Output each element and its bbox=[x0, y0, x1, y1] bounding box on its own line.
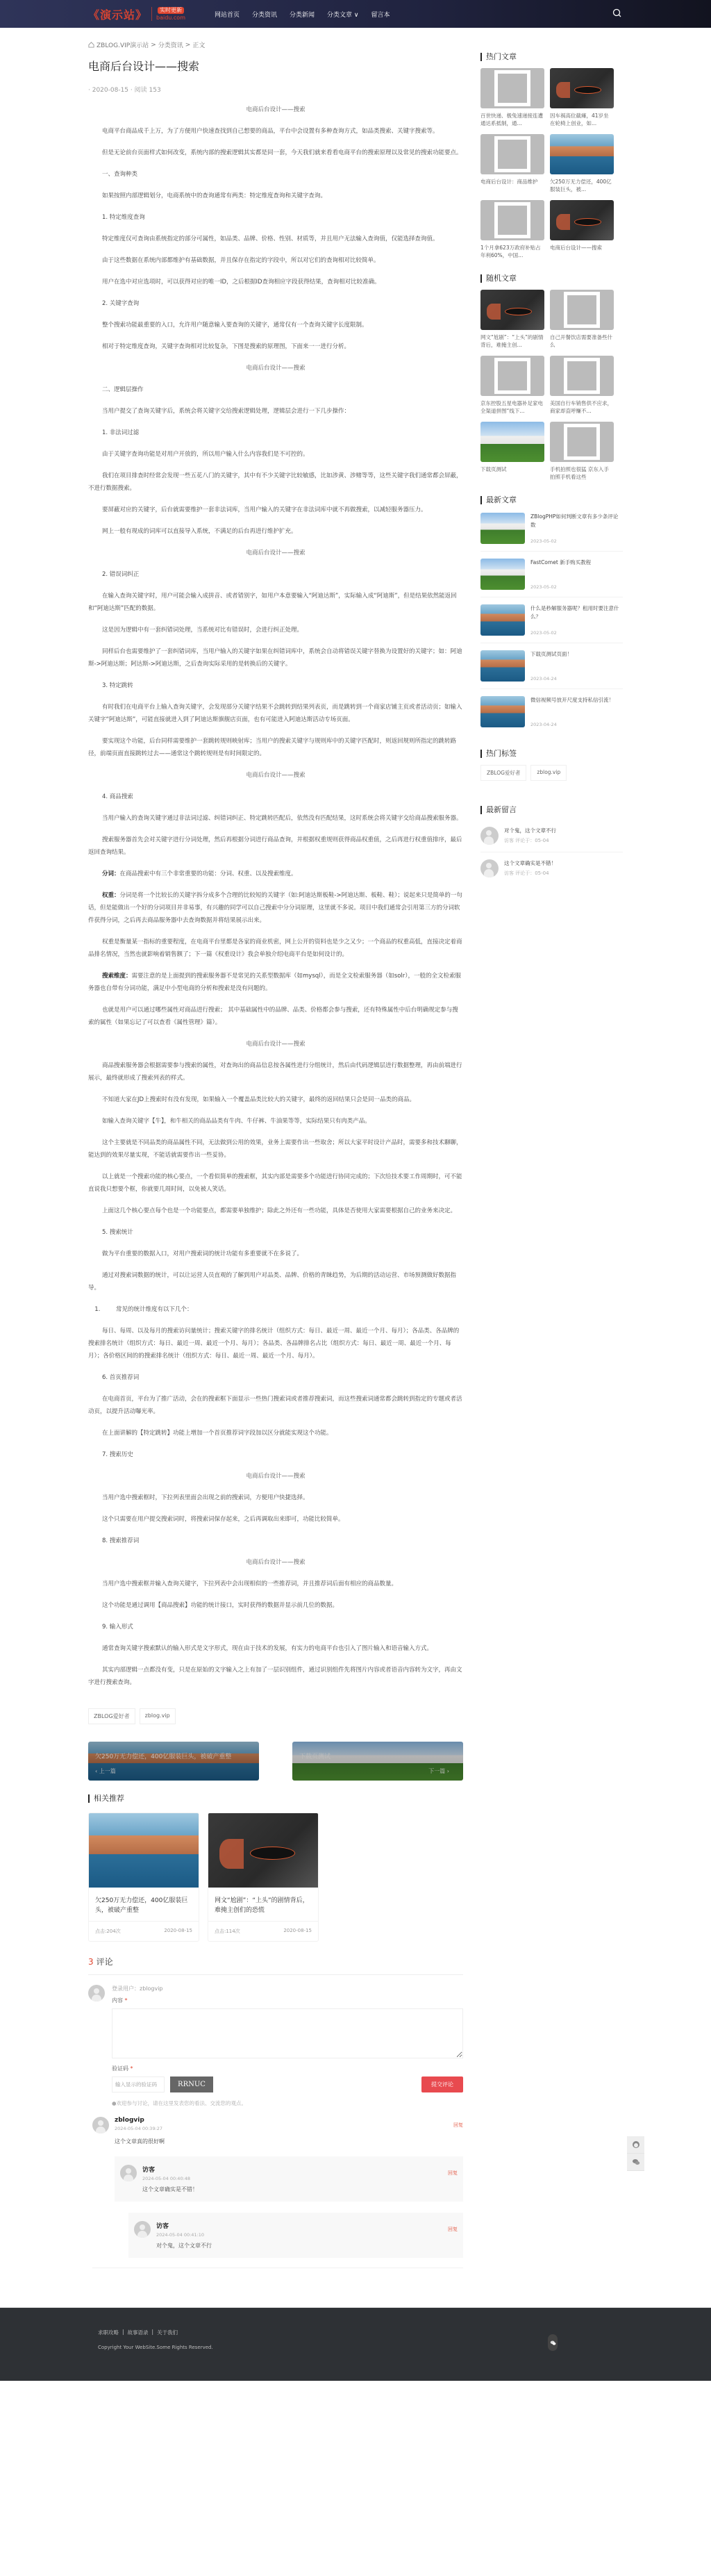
article-image: 电商后台设计——搜索 bbox=[246, 106, 306, 113]
article-paragraph: 5. 搜索统计 bbox=[102, 1229, 133, 1236]
sidebar-article-card[interactable] bbox=[550, 290, 614, 349]
article-thumbnail bbox=[480, 68, 544, 108]
recent-comment-meta: 访客 评论于：05-04 bbox=[504, 870, 549, 876]
article-paragraph: 当用户提交了查询关键字后，系统会将关键字交给搜索逻辑处理，逻辑层会进行一下几步操作： bbox=[102, 408, 351, 415]
article-paragraph: 做为平台重要的数据入口，对用户搜索词的统计功能有多重要就不在多说了。 bbox=[102, 1250, 303, 1257]
reply-button[interactable]: 回复 bbox=[448, 2227, 458, 2232]
article-thumbnail bbox=[480, 134, 544, 174]
comments-label: 评论 bbox=[96, 1957, 113, 1967]
article-body bbox=[88, 104, 463, 1689]
article-paragraph: 特定维度仅可查询由系统指定的部分可属性，如品类、品牌、价格、性别、材质等，并且用户无法输入查询值，仅能选择查询值。 bbox=[102, 236, 439, 242]
article-paragraph: 这个主要就是不同品类的商品属性不同，无法做到公用的效果，业务上需要作出一些取舍；所以大家平时设计产品时，需要多和技术聊聊，能达到的效果尽量实现，不能话就需要作出一些妥协。 bbox=[88, 1139, 462, 1159]
article-card-title: 自己开餐饮店需要准备些什么 bbox=[550, 334, 612, 348]
article-paragraph: 其实内部逻辑一点都没有变，只是在原始的文字输入之上有加了一层识别组件，通过识别组件先将图片内容或者语音内容转为文字，再由文字进行搜索查询。 bbox=[88, 1667, 462, 1686]
recent-comment[interactable] bbox=[480, 852, 623, 884]
wechat-button[interactable] bbox=[627, 2154, 644, 2171]
related-card[interactable] bbox=[208, 1813, 319, 1942]
comment-author: 访客 bbox=[142, 2167, 156, 2174]
article-card-title: 百世快递、极兔速递接连遭通达系抵制，通... bbox=[480, 113, 543, 126]
article-paragraph: 电商平台商品成千上万，为了方便用户快速查找到自己想要的商品，平台中会设置有多种查询方式，如品类搜索、关键字搜索等。 bbox=[102, 128, 439, 135]
sidebar-article-card[interactable] bbox=[480, 68, 544, 127]
latest-article-date: 2023-05-02 bbox=[530, 584, 557, 590]
article-paragraph: 在上面讲解的【特定跳转】功能上增加一个首页推荐词字段加以区分就能实现这个功能。 bbox=[102, 1430, 333, 1437]
article-paragraph: 通常查询关键字搜索默认的输入形式是文字形式，现在由于技术的发展，有实力的电商平台也引入了图片输入和语音输入方式。 bbox=[102, 1645, 433, 1652]
latest-article-title: ZBlogPHP如何判断文章有多少条评论数 bbox=[530, 513, 619, 528]
logo-text: 《演示站》 bbox=[88, 8, 148, 22]
submit-comment-button[interactable]: 提交评论 bbox=[421, 2077, 463, 2092]
captcha-label: 验证码 bbox=[112, 2065, 128, 2072]
article-card-title: 京东控股五星电器补足家电全渠道拼图“线下... bbox=[480, 400, 543, 414]
article-card-title: 网文“尬剧”：“上头”的剧情背后，难掩主创... bbox=[480, 334, 544, 348]
comment-textarea[interactable] bbox=[112, 2008, 463, 2058]
sidebar-article-card[interactable] bbox=[480, 290, 544, 349]
article-paragraph: 不知道大家在JD上搜索时有没有发现，如果输入一个覆盖品类比较大的关键字，最终的返回结果只会是同一品类的商品。 bbox=[102, 1096, 416, 1103]
section-heading: 2. 错误词纠正 bbox=[102, 571, 140, 578]
article-card-title: 电商后台设计——搜索 bbox=[550, 245, 602, 251]
section-heading: 在电商首页，平台为了推广活动，会在的搜索框下面显示一些热门搜索词或者推荐搜索词，而这些搜索词通常都会跳转到指定的专题或者活动页，以提升活动曝光率。 bbox=[88, 1396, 462, 1415]
page-title: 电商后台设计——搜索 bbox=[88, 60, 200, 73]
sidebar-article-card[interactable] bbox=[550, 356, 614, 415]
login-user: 登录用户：zblogvip bbox=[112, 1985, 163, 1992]
article-image: 电商后台设计——搜索 bbox=[246, 1473, 306, 1480]
next-article-link[interactable] bbox=[292, 1742, 463, 1781]
captcha-input[interactable]: 输入显示的验证码 bbox=[112, 2077, 165, 2092]
breadcrumb-sep: > bbox=[151, 41, 156, 49]
article-thumbnail bbox=[480, 290, 544, 330]
article-paragraph: 这个功能是通过调用【商品搜索】功能的统计接口，实时获得的数据并显示前几位的数据。 bbox=[102, 1602, 339, 1609]
section-heading: 4. 商品搜索 bbox=[102, 793, 133, 800]
article-paragraph: 要屏蔽对应的关键字，后台就需要维护一套非法词库，当用户输入的关键字在非法词库中就不再做搜索，以减轻服务器压力。 bbox=[102, 506, 427, 513]
footer-sep: | bbox=[122, 2329, 124, 2335]
article-thumbnail bbox=[480, 696, 525, 727]
article-image: 电商后台设计——搜索 bbox=[246, 550, 306, 556]
article-thumbnail bbox=[550, 290, 614, 330]
hot-tags bbox=[480, 765, 623, 781]
latest-articles-title: 最新文章 bbox=[480, 496, 623, 504]
article-image: 电商后台设计——搜索 bbox=[246, 365, 306, 372]
tag-link[interactable]: ZBLOG爱好者 bbox=[88, 1708, 135, 1724]
latest-article-item[interactable] bbox=[480, 650, 623, 689]
sidebar-article-card[interactable] bbox=[480, 422, 544, 481]
breadcrumb bbox=[88, 40, 463, 49]
article-paragraph: 网上一般有现成的词库可以直接导入系统，不满足的后台再进行维护扩充。 bbox=[102, 528, 297, 535]
comments-heading bbox=[88, 1956, 463, 1975]
article-paragraph: 当用户输入的查询关键字通过非法词过滤、纠错词纠正、特定跳转匹配后，依然没有匹配结果，这时系统会将关键字交给商品搜索服务器。 bbox=[102, 815, 462, 822]
sidebar-article-card[interactable] bbox=[550, 422, 614, 481]
nav-category-news[interactable]: 分类新闻 bbox=[290, 11, 315, 19]
article-reads: 阅读 153 bbox=[134, 87, 161, 94]
recent-comment[interactable] bbox=[480, 820, 623, 852]
related-date: 2020-08-15 bbox=[283, 1928, 312, 1933]
site-header bbox=[0, 0, 711, 28]
section-heading: 每日、每周、以及每月的搜索访问量统计；搜索关键字的排名统计（组织方式：每日、最近一周、最近一个月、每月）；各品类、各品牌的搜索排名统计（组织方式：每日、最近一周、最近一个月、每月）；各品类、各品牌排名占比（组织方式：每日、最近一周、最近一个月、每月）；各价格区间的的搜索排名统计（组织方式：每日、最近一周、最近一个月、每月）。 bbox=[88, 1328, 460, 1360]
article-paragraph: 也就是用户可以通过哪些属性对商品进行搜索； 其中基础属性中的品牌、品类、价格都会参与搜索，还有特殊属性中后台明确规定参与搜索的属性（如果忘记了可以查看《属性管理》篇）。 bbox=[88, 1007, 458, 1026]
paragraph-text: 分词是将一个比较长的关键字拆分成多个合理的比较短的关键字（如:阿迪达斯板鞋->阿迪达斯、板鞋、鞋）；说起来只是简单的一句话，但是能做出一个好的分词项目并非易事，有兴趣的同学可以自己搜索中分分词原理，这里就不多说。项目中我们通常会引用第三方的分词软件获得分词，之后再去商品服务器中去查询数据并将结果展示出来。 bbox=[88, 892, 462, 924]
article-paragraph: 9. 输入形式 bbox=[102, 1624, 133, 1630]
avatar bbox=[92, 2117, 109, 2133]
section-heading: 二、逻辑层操作 bbox=[102, 386, 144, 393]
article-thumbnail bbox=[480, 513, 525, 544]
latest-article-date: 2023-04-24 bbox=[530, 722, 557, 727]
article-paragraph: 相对于特定维度查询，关键字查询相对比较复杂，下图是搜索的原理图，下面来一一进行分析。 bbox=[102, 343, 351, 350]
latest-article-item[interactable] bbox=[480, 559, 623, 597]
article-paragraph: 有时我们在电商平台上输入查询关键字，会发现部分关键字结果不会跳转到结果列表页，而是跳转到一个商家店铺主页或者活动页；如输入关键字“阿迪达斯”，可能直接就进入到了阿迪达斯旗舰店页面，也有可能进入阿迪达斯活动专场页面。 bbox=[88, 704, 462, 723]
avatar bbox=[134, 2221, 151, 2238]
article-paragraph: 6. 首页推荐词 bbox=[102, 1374, 140, 1381]
required-mark: * bbox=[130, 2065, 133, 2072]
sidebar-article-card[interactable] bbox=[550, 68, 614, 127]
article-paragraph: 整个搜索功能最重要的入口，允许用户随意输入要查询的关键字，通常仅有一个查询关键字长度限制。 bbox=[102, 322, 368, 329]
paragraph-text: 在商品搜索中有三个非常重要的功能：分词、权重、以及搜索维度。 bbox=[119, 870, 297, 877]
latest-article-date: 2023-05-02 bbox=[530, 538, 557, 544]
related-posts bbox=[88, 1794, 463, 1942]
content-label: 内容 bbox=[112, 1997, 123, 2004]
article-card-title: 欠250万无力偿还，400亿服装巨头，被... bbox=[550, 179, 612, 192]
sidebar-article-card[interactable] bbox=[480, 356, 544, 415]
article-paragraph: 权重是衡量某一指标的重要程度，在电商平台里都是各家的商业机密，网上公开的资料也是少之又少；一个商品的权重高低，直接决定着商品排名情况，当然也就影响着销售额了；下一篇《权重设计》我会单独介绍电商平台是如何设计的。 bbox=[88, 939, 462, 958]
sidebar-article-card[interactable] bbox=[480, 200, 544, 259]
user-center-button[interactable] bbox=[627, 2136, 644, 2154]
logo-badge: 实时更新 bbox=[158, 7, 184, 14]
comment-item bbox=[88, 2117, 463, 2268]
comment-time: 2024-05-04 00:41:10 bbox=[156, 2232, 205, 2238]
prev-next-nav bbox=[88, 1742, 463, 1781]
latest-article-title: 什么是秒解服务器呢？租用时要注意什么？ bbox=[530, 605, 619, 620]
breadcrumb-current: 正文 bbox=[192, 42, 206, 49]
bold-label: 分词： bbox=[102, 870, 120, 877]
avatar bbox=[120, 2165, 137, 2181]
article-paragraph: 如输入查询关键字【牛】，和牛相关的商品品类有牛肉、牛仔裤、牛油果等等，实际结果只有肉类产品。 bbox=[102, 1118, 371, 1125]
bold-label: 搜索维度： bbox=[102, 973, 132, 980]
sidebar bbox=[480, 38, 623, 2268]
reply-button[interactable]: 回复 bbox=[453, 2122, 463, 2128]
list-item: 1. 常见的统计维度有以下几个： bbox=[102, 1303, 463, 1316]
wechat-icon bbox=[632, 2158, 640, 2166]
home-icon bbox=[88, 42, 94, 48]
recent-comment-text: 这个文章确实是不错！ bbox=[504, 860, 556, 866]
breadcrumb-category[interactable]: 分类资讯 bbox=[158, 42, 183, 49]
article-paragraph: 商品搜索服务器会根据需要参与搜索的属性，对查询出的商品信息按各属性进行分组统计，然后由代码逻辑层进行数据整理，再由前端进行展示，最终就形成了搜索列表的样式。 bbox=[88, 1062, 462, 1082]
section-heading: 1. 特定维度查询 bbox=[102, 214, 145, 221]
article-paragraph: 以上就是一个搜索功能的核心要点，一个看似简单的搜索框，其实内部是需要多个功能进行协同完成的；下次给技术要工作周期时，可不能直说我只想要个框，你就要几周时间，以免被人笑话。 bbox=[88, 1173, 462, 1193]
article-meta: · 2020-08-15 · 阅读 153 bbox=[88, 87, 161, 94]
hot-tags-title: 热门标签 bbox=[480, 750, 623, 758]
hot-articles-title: 热门文章 bbox=[480, 53, 623, 61]
article-card-title: 美国自行车销售供不应求，商家却直呼赚不... bbox=[550, 400, 612, 414]
prev-label: ‹ 上一篇 bbox=[95, 1768, 116, 1774]
section-heading: 当用户选中搜索框并输入查询关键字，下拉列表中会出现相似的一些推荐词，并且推荐词后面有相应的商品数量。 bbox=[102, 1580, 398, 1587]
article-thumbnail bbox=[480, 422, 544, 462]
breadcrumb-sep: > bbox=[185, 41, 191, 49]
latest-article-item[interactable] bbox=[480, 604, 623, 643]
footer-sep: | bbox=[151, 2329, 154, 2335]
article-paragraph: 要实现这个功能，后台同样需要维护一套跳转规则映射库；当用户的搜索关键字与规则库中的关键字匹配时，则返回规则所指定的跳转路径，前端页面直接跳转过去——通常这个跳转规则是有时间限定的。 bbox=[88, 738, 457, 757]
article-thumbnail bbox=[480, 604, 525, 636]
related-title: 相关推荐 bbox=[88, 1794, 463, 1803]
main-content bbox=[88, 38, 463, 2268]
article-thumbnail bbox=[480, 650, 525, 682]
latest-article-date: 2023-04-24 bbox=[530, 676, 557, 682]
article-thumbnail bbox=[550, 134, 614, 174]
prev-article-link[interactable] bbox=[88, 1742, 259, 1781]
sidebar-article-card[interactable] bbox=[550, 200, 614, 259]
article-card-title: 1个月拿623万政府补贴占年利60%，中国... bbox=[480, 245, 541, 258]
article-paragraph: 我们在项目排查时经常会发现一些五花八门的关键字，其中有不少关键字比较敏感，比如涉黄、涉赌等等，这些关键字我们通常都会屏蔽，不进行数据搜索。 bbox=[88, 472, 462, 492]
article-card-title: 手机拍照也很猛 京东入手拍照手机看这些 bbox=[550, 466, 609, 480]
floating-toolbar bbox=[627, 2136, 644, 2171]
article-tags bbox=[88, 1708, 463, 1724]
avatar bbox=[480, 859, 499, 877]
article-card-title: 因车祸高位截瘫，41岁坐在轮椅上创业，如... bbox=[550, 113, 609, 126]
article-paragraph: 这个只需要在用户提交搜索词时，将搜索词保存起来，之后再调取出来即可，功能比较简单。 bbox=[102, 1516, 344, 1523]
prev-title: 欠250万无力偿还，400亿服装巨头，被破产重整 bbox=[95, 1753, 232, 1760]
article-paragraph: 但是无论前台页面样式如何改变，系统内部的搜索逻辑其实都是同一套，今天我们就来看看电商平台的搜索原理以及常见的搜索功能要点。 bbox=[102, 149, 462, 156]
article-paragraph: 如果按照内部逻辑划分，电商系统中的查询通常有两类：特定维度查询和关键字查询。 bbox=[102, 192, 327, 199]
comment-reply bbox=[128, 2213, 463, 2258]
reply-button[interactable]: 回复 bbox=[448, 2170, 458, 2176]
random-articles-grid bbox=[480, 290, 623, 481]
related-card-title: 欠250万无力偿还，400亿服装巨头，被破产重整 bbox=[95, 1897, 188, 1914]
avatar bbox=[88, 1985, 105, 2001]
latest-article-date: 2023-05-02 bbox=[530, 630, 557, 636]
article-date: 2020-08-15 bbox=[92, 87, 129, 94]
latest-article-title: 下载页测试页面！ bbox=[530, 651, 572, 657]
nav-category-info[interactable]: 分类资讯 bbox=[252, 11, 278, 19]
avatar bbox=[480, 827, 499, 845]
main-nav bbox=[215, 10, 390, 19]
logo-divider bbox=[151, 7, 152, 21]
logo-domain: baidu.com bbox=[156, 15, 185, 21]
stats-list bbox=[102, 1303, 463, 1316]
user-icon bbox=[632, 2140, 640, 2149]
section-heading: 2. 关键字查询 bbox=[102, 300, 140, 307]
section-heading: 一、查询种类 bbox=[102, 171, 138, 178]
comment-author: zblogvip bbox=[115, 2117, 144, 2124]
related-clicks: 点击:114次 bbox=[215, 1929, 240, 1934]
comment-count: 3 bbox=[88, 1957, 94, 1967]
comment-text: 这个文章真的很好啊 bbox=[115, 2138, 165, 2145]
site-footer bbox=[0, 2307, 711, 2381]
comment-text: 对个鬼，这个文章不行 bbox=[156, 2243, 212, 2249]
recent-comments-title: 最新留言 bbox=[480, 806, 623, 814]
hot-articles-grid bbox=[480, 68, 623, 259]
article-paragraph bbox=[88, 970, 463, 995]
captcha-image[interactable]: RRNUC bbox=[170, 2077, 213, 2092]
next-label: 下一篇 › bbox=[428, 1768, 449, 1774]
article-paragraph: 通过对搜索词数据的统计，可以让运营人员直观的了解到用户对品类、品牌、价格的青睐趋势，为后期的活动运营、市场预测做好数据指导。 bbox=[88, 1272, 457, 1291]
tag-link[interactable]: ZBLOG爱好者 bbox=[480, 765, 526, 781]
wechat-icon bbox=[550, 2340, 556, 2346]
section-heading: 3. 特定跳转 bbox=[102, 682, 133, 689]
related-thumbnail bbox=[89, 1813, 199, 1888]
comment-time: 2024-05-04 00:40:48 bbox=[142, 2176, 191, 2181]
comment-reply bbox=[115, 2156, 463, 2202]
footer-link-stories[interactable]: 故事语录 bbox=[127, 2329, 149, 2336]
article-card-title: 下载页测试 bbox=[480, 466, 507, 472]
tag-link[interactable]: zblog.vip bbox=[140, 1708, 176, 1724]
sidebar-article-card[interactable] bbox=[550, 134, 614, 193]
comment-time: 2024-05-04 00:39:27 bbox=[115, 2126, 163, 2131]
article-paragraph: 这是因为逻辑中有一套纠错词处理，当系统对比有错误时，会进行纠正处理。 bbox=[102, 627, 303, 634]
latest-articles-list bbox=[480, 513, 623, 734]
article-thumbnail bbox=[550, 68, 614, 108]
article-image: 电商后台设计——搜索 bbox=[246, 1559, 306, 1566]
breadcrumb-home[interactable]: ZBLOG.VIP演示站 bbox=[97, 42, 149, 49]
required-mark: * bbox=[124, 1997, 128, 2004]
related-date: 2020-08-15 bbox=[164, 1928, 192, 1933]
section-heading: 1. 非法词过滤 bbox=[102, 429, 140, 436]
comment-author: 访客 bbox=[156, 2223, 169, 2230]
copyright: Copyright Your WebSite.Some Rights Reserved. bbox=[98, 2345, 213, 2350]
footer-links bbox=[98, 2329, 623, 2336]
recent-comment-text: 对个鬼，这个文章不行 bbox=[504, 827, 556, 834]
article-image: 电商后台设计——搜索 bbox=[246, 772, 306, 779]
related-card-title: 网文“尬剧”：“上头”的剧情背后，难掩主创们的恐慌 bbox=[215, 1897, 309, 1914]
latest-article-item[interactable] bbox=[480, 696, 623, 734]
nav-category-articles[interactable]: 分类文章 ∨ bbox=[327, 11, 359, 19]
search-icon[interactable] bbox=[612, 8, 623, 19]
sidebar-article-card[interactable] bbox=[480, 134, 544, 193]
article-paragraph: 7. 搜索历史 bbox=[102, 1451, 133, 1458]
latest-article-title: 微信视频号放开尺度支持私信引流！ bbox=[530, 697, 614, 703]
article-paragraph: 由于关键字查询功能是对用户开放的，所以用户输入什么内容我们是不可控的。 bbox=[102, 451, 309, 458]
comment-text: 这个文章确实是不错！ bbox=[142, 2186, 198, 2193]
paragraph-text: 需要注意的是上面提到的搜索服务器不是常见的关系型数据库（如mysql），而是全文检索服务器（如solr），一般的全文检索服务器也自带有分词功能，满足中小型电商的分析和搜索是没有问题的。 bbox=[88, 973, 462, 992]
next-title: 下载页测试 bbox=[299, 1753, 331, 1760]
article-paragraph: 在输入查询关键字时，用户可能会输入成拼音、或者错别字，如用户本意要输入“阿迪达斯”，实际输入成“阿迪斯”，但是结果依然能返回和“阿迪达斯”匹配的数据。 bbox=[88, 593, 457, 612]
latest-article-title: FastComet 新手购买教程 bbox=[530, 559, 592, 565]
article-paragraph: 同样后台也需要维护了一套纠错词库，当用户输入的关键字如果在纠错词库中，系统会自动将错误关键字替换为设置好的关键字；如：阿迪斯->阿迪达斯；阿达斯->阿迪达斯，之后查询实际采用的是转换后的关键字。 bbox=[88, 648, 462, 668]
related-clicks: 点击:204次 bbox=[95, 1929, 121, 1934]
random-articles-title: 随机文章 bbox=[480, 274, 623, 283]
article-thumbnail bbox=[480, 356, 544, 396]
article-thumbnail bbox=[480, 559, 525, 590]
article-thumbnail bbox=[480, 200, 544, 240]
comments-section bbox=[88, 1956, 463, 2268]
site-logo[interactable] bbox=[88, 6, 185, 22]
footer-wechat-button[interactable] bbox=[548, 2334, 558, 2351]
article-thumbnail bbox=[550, 356, 614, 396]
article-paragraph: 搜索服务器首先会对关键字进行分词处理，然后再根据分词进行商品查询，并根据权重规则获得商品权重值，之后再进行权重值排序，最后返回查询结果。 bbox=[88, 836, 462, 856]
article-card-title: 电商后台设计：商品维护 bbox=[480, 179, 538, 185]
article-paragraph: 8. 搜索推荐词 bbox=[102, 1537, 140, 1544]
footer-link-job[interactable]: 求职攻略 bbox=[98, 2329, 119, 2336]
comment-tip: ●欢迎参与讨论，请在这里发表您的看法、交流您的观点。 bbox=[112, 2100, 247, 2106]
footer-link-about[interactable]: 关于我们 bbox=[157, 2329, 178, 2336]
bold-label: 权重： bbox=[102, 892, 120, 899]
article-paragraph bbox=[88, 889, 463, 927]
related-thumbnail bbox=[208, 1813, 318, 1888]
tag-link[interactable]: zblog.vip bbox=[530, 765, 567, 781]
article-paragraph bbox=[88, 868, 463, 880]
comment-form bbox=[88, 1985, 463, 2092]
article-paragraph: 由于这些数据在系统内部都维护有基础数据，并且保存在指定的字段中，所以对它们的查询相对比较简单。 bbox=[102, 257, 380, 264]
section-heading: 上面这几个核心要点每个也是一个功能要点，都需要单独维护；除此之外还有一些功能，具体是否使用大家需要根据自己的业务来决定。 bbox=[102, 1207, 457, 1214]
section-heading: 当用户选中搜索框时，下拉列表里面会出现之前的搜索词，方便用户快捷选择。 bbox=[102, 1494, 309, 1501]
article-thumbnail bbox=[550, 422, 614, 462]
article-image: 电商后台设计——搜索 bbox=[246, 1041, 306, 1048]
nav-home[interactable]: 网站首页 bbox=[215, 11, 240, 19]
article-thumbnail bbox=[550, 200, 614, 240]
article-paragraph: 用户在选中对应选项时，可以获得对应的唯一ID，之后根据ID查询相应字段获得结果，查询相对比较准确。 bbox=[102, 279, 380, 286]
latest-article-item[interactable] bbox=[480, 513, 623, 552]
nav-guestbook[interactable]: 留言本 bbox=[371, 11, 390, 19]
recent-comments-list bbox=[480, 820, 623, 884]
related-card[interactable] bbox=[88, 1813, 199, 1942]
recent-comment-meta: 访客 评论于：05-04 bbox=[504, 838, 549, 843]
